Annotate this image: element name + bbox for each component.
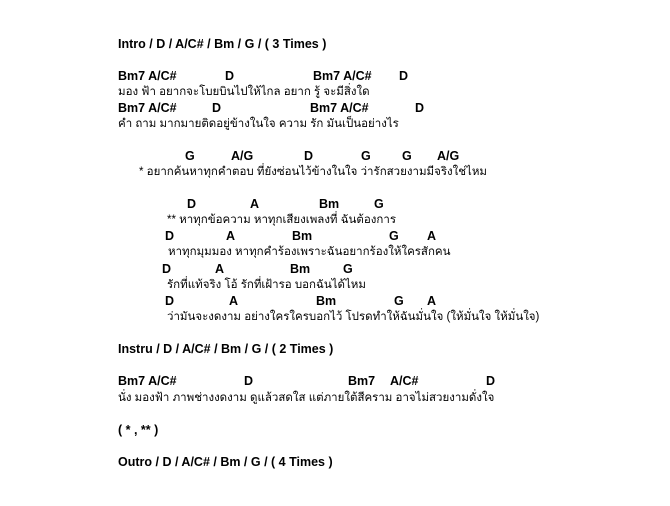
lyric-line: คำ ถาม มากมายติดอยู่ข้างในใจ ความ รัก มันเป็นอย่างไร bbox=[118, 118, 399, 130]
lyric-line: ว่ามันจะงดงาม อย่างใครใครบอกไว้ โปรดทำให้ฉันมั่นใจ (ให้มั่นใจ ให้มั่นใจ) bbox=[167, 311, 540, 323]
chord: Bm7 A/C# bbox=[118, 374, 177, 388]
chord: G bbox=[185, 149, 195, 163]
chord: D bbox=[244, 374, 254, 388]
chord: A/C# bbox=[390, 374, 419, 388]
chord: A bbox=[226, 229, 236, 243]
chord: D bbox=[187, 197, 197, 211]
chord: A bbox=[427, 294, 437, 308]
chord: A bbox=[427, 229, 437, 243]
chord: Bm7 A/C# bbox=[310, 101, 369, 115]
lyric-line: ** หาทุกข้อความ หาทุกเสียงเพลงที่ ฉันต้องการ bbox=[167, 214, 396, 226]
chord: D bbox=[162, 262, 172, 276]
chord: D bbox=[225, 69, 235, 83]
outro-line: Outro / D / A/C# / Bm / G / ( 4 Times ) bbox=[118, 455, 333, 469]
lyric-line: * อยากค้นหาทุกคำตอบ ที่ยังซ่อนไว้ข้างในใจ ว่ารักสวยงามมีจริงใช่ไหม bbox=[139, 166, 487, 178]
chord-line bbox=[0, 229, 670, 243]
chord-line bbox=[0, 374, 670, 388]
chord-line bbox=[0, 101, 670, 115]
chord: G bbox=[394, 294, 404, 308]
chord: G bbox=[402, 149, 412, 163]
chord: Bm7 A/C# bbox=[118, 101, 177, 115]
chord: A bbox=[229, 294, 239, 308]
chord: Bm bbox=[292, 229, 313, 243]
chord: Bm bbox=[316, 294, 337, 308]
chord: D bbox=[212, 101, 222, 115]
chord: Bm7 bbox=[348, 374, 376, 388]
chord: G bbox=[343, 262, 353, 276]
chord: D bbox=[165, 294, 175, 308]
lyric-line: นั่ง มองฟ้า ภาพช่างงดงาม ดูแล้วสดใส แต่ภายใต้สีคราม อาจไม่สวยงามดั่งใจ bbox=[118, 392, 495, 404]
chord: G bbox=[389, 229, 399, 243]
chord: A/G bbox=[437, 149, 460, 163]
chord: D bbox=[304, 149, 314, 163]
chord: Bm bbox=[290, 262, 311, 276]
chord: D bbox=[165, 229, 175, 243]
chord: A/G bbox=[231, 149, 254, 163]
chord-line bbox=[0, 149, 670, 163]
lyric-line: รักที่แท้จริง โอ้ รักที่เฝ้ารอ บอกฉันได้ไหม bbox=[167, 279, 366, 291]
chord: G bbox=[374, 197, 384, 211]
chord: G bbox=[361, 149, 371, 163]
chord: D bbox=[399, 69, 409, 83]
chord: Bm7 A/C# bbox=[118, 69, 177, 83]
repeat-line: ( * , ** ) bbox=[118, 423, 159, 437]
chord: A bbox=[215, 262, 225, 276]
chord: A bbox=[250, 197, 260, 211]
instru-line: Instru / D / A/C# / Bm / G / ( 2 Times ) bbox=[118, 342, 334, 356]
chord: D bbox=[486, 374, 496, 388]
lyric-line: มอง ฟ้า อยากจะโบยบินไปให้ไกล อยาก รู้ จะมีสิ่งใด bbox=[118, 86, 370, 98]
chord-line bbox=[0, 197, 670, 211]
intro-line: Intro / D / A/C# / Bm / G / ( 3 Times ) bbox=[118, 37, 327, 51]
chord-line bbox=[0, 262, 670, 276]
chord: D bbox=[415, 101, 425, 115]
chord-line bbox=[0, 69, 670, 83]
chord-line bbox=[0, 294, 670, 308]
chord: Bm bbox=[319, 197, 340, 211]
chord: Bm7 A/C# bbox=[313, 69, 372, 83]
lyric-line: หาทุกมุมมอง หาทุกคำร้องเพราะฉันอยากร้องให้ใครสักคน bbox=[168, 246, 451, 258]
